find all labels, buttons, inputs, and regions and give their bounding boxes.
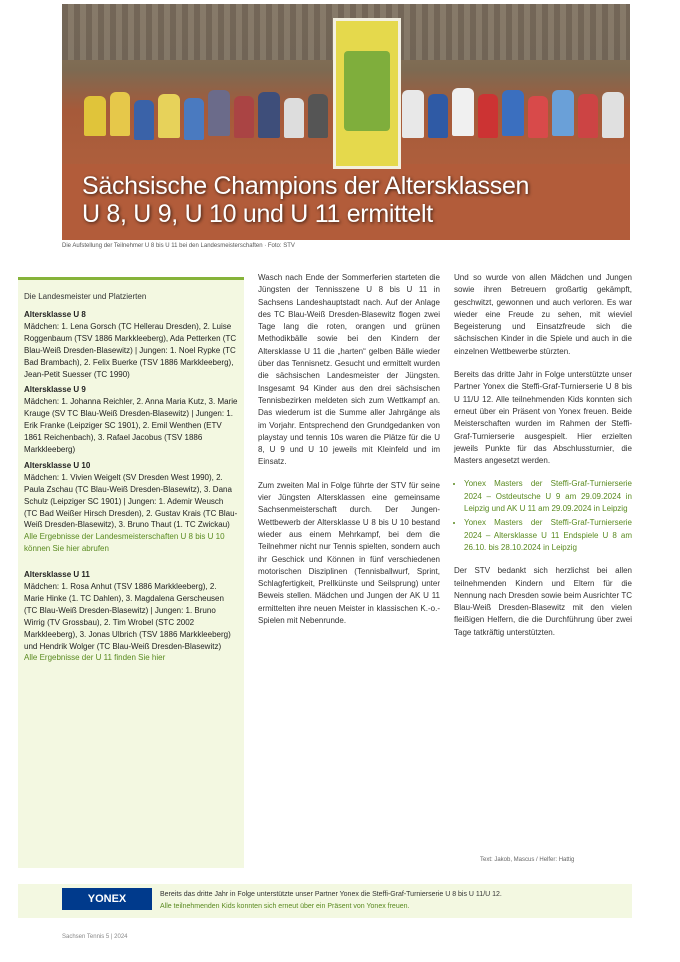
- paragraph: Und so wurde von allen Mädchen und Jungen sowie ihren Betreuern großartig gekämpft, geschwitzt, gewonnen und auch verloren. Es war wieder eine Freude zu sehen, mit wieviel Begeisterung und Einsatzfreude sich die sächsischen Kinder in die Spiele und auch in die einzelnen Wettbewerbe stürzten.: [454, 273, 632, 356]
- header-photo: [62, 4, 630, 240]
- results-section: [18, 382, 244, 457]
- sponsor-text: [160, 889, 630, 913]
- photo-banner: [333, 18, 401, 169]
- section-body: Mädchen: 1. Vivien Weigelt (SV Dresden West 1990), 2. Paula Zschau (TC Blau-Weiß Dresden-Blasewitz), 3. Dana Schulz (Leipziger SC 1901) | Jungen: 1. Ademir Weusch (TC Bad Weißer Hirsch Dresden), 2. Gustav Krais (TC Blau-Weiß Dresden-Blasewitz), 3. Bruno Thaut (1. TC Zwickau): [24, 472, 238, 530]
- masters-list: [454, 478, 632, 554]
- article-column-2: [258, 272, 440, 638]
- section-body: Mädchen: 1. Johanna Reichler, 2. Anna Maria Kutz, 3. Marie Krauge (SV TC Blau-Weiß Dresden-Blasewitz) | Jungen: 1. Erik Franke (Leipziger SC 1901), 2. Emil Wenthen (ETV 1861 Reichenbach), 3. Rafael Jacobus (TSV 1886 Markkleeberg): [24, 397, 238, 454]
- results-section: [18, 567, 244, 666]
- headline-line2: U 8, U 9, U 10 und U 11 ermittelt: [82, 200, 433, 228]
- results-box-title: Die Landesmeister und Platzierten: [24, 292, 147, 301]
- list-item[interactable]: • Yonex Masters der Steffi-Graf-Turnierserie 2024 – Altersklasse U 11 Endspiele U 8 am 26.10. bis 28.10.2024 in Leipzig: [464, 517, 632, 554]
- section-heading: Altersklasse U 10: [24, 460, 91, 470]
- list-item[interactable]: • Yonex Masters der Steffi-Graf-Turnierserie 2024 – Ostdeutsche U 9 am 29.09.2024 in Leipzig und AK U 11 am 29.09.2024 in Leipzig: [464, 478, 632, 515]
- paragraph: Zum zweiten Mal in Folge führte der STV für seine vier Jüngsten Altersklassen eine gemeinsame Sachsenmeisterschaft durch. Der Jungen-Wettbewerb der Altersklasse U 8 bis U 10 bestand wieder aus einem Mehrkampf, bei dem die Teilnehmer nicht nur Tennis spielten, sondern auch ihr Geschick und Können in fünf verschiedenen motorischen Disziplinen (Tennisballwurf, Sprint, Schlagfertigkeit, Prellkünste und Seilsprung) unter Beweis stellen. Mädchen und Jungen der AK U 11 ermittelten ihre neuen Meister in klassischen K.-o.-Spielen mit Nebenrunde.: [258, 480, 440, 626]
- sponsor-line2: Alle teilnehmenden Kids konnten sich erneut über ein Präsent von Yonex freuen.: [160, 903, 410, 910]
- headline-line1: Sächsische Champions der Altersklassen: [82, 172, 530, 200]
- article-column-3: [454, 272, 632, 650]
- photo-caption: Die Aufstellung der Teilnehmer U 8 bis U 11 bei den Landesmeisterschaften · Foto: STV: [62, 243, 295, 249]
- results-section: [18, 458, 244, 557]
- results-link[interactable]: Alle Ergebnisse der U 11 finden Sie hier: [24, 653, 166, 663]
- results-section: [18, 307, 244, 382]
- results-box: [18, 277, 244, 868]
- yonex-logo: YONEX: [62, 888, 152, 910]
- section-body: Mädchen: 1. Lena Gorsch (TC Hellerau Dresden), 2. Luise Roggenbaum (TSV 1886 Markkleeberg), Ada Petterken (TC Blau-Weiß Dresden-Blasewitz) | Jungen: 1. Noel Rypke (TC Bad Brambach), 2. Felix Buerke (TSV 1886 Markkleeberg), Jean-Petit Suesser (TC 1990): [24, 321, 237, 379]
- paragraph: Wasch nach Ende der Sommerferien starteten die Jüngsten der Tennisszene U 8 bis U 11 in Sachsens Landeshauptstadt nach. Auf der Anlage des TC Blau-Weiß Dresden-Blasewitz flogen zwei Tage lang die roten, orangen und grünen Methodikbälle sowie bei den Kindern der Altersklasse U 11 die „harten“ gelben Bälle wieder über das Tennisnetz. Gesucht und ermittelt wurden die sächsischen Landesmeister der Jüngsten. Insgesamt 94 Kinder aus den drei sächsischen Tennisbezirken meldeten sich zum Wettkampf an. Das wiederum ist die Summe aller Jahrgänge als im Vorjahr. Entsprechend den Grundgedanken von playstay und tennis 10s waren die Plätze für die U 8, U 9 und U 10 jeweils mit Kleinfeld und im Einsatz.: [258, 273, 440, 467]
- section-heading: Altersklasse U 8: [24, 310, 86, 319]
- section-heading: Altersklasse U 9: [24, 385, 86, 395]
- author-credit: Text: Jakob, Mascus / Helfer: Hattig: [480, 857, 575, 863]
- section-body: Mädchen: 1. Rosa Anhut (TSV 1886 Markkleeberg), 2. Marie Hinke (1. TC Dahlen), 3. Magdalena Gerscheusen (TC Blau-Weiß Dresden-Blasewitz) | Jungen: 1. Bruno Wirrig (TV Grossbau), 2. Tim Wrobel (STC 2002 Markkleeberg), 3. Jonas Ulbrich (TSV 1886 Markkleeberg) und Hendrik Wolger (TC Blau-Weiß Dresden-Blasewitz): [24, 582, 231, 651]
- headline: [82, 172, 529, 228]
- sponsor-line1: Bereits das dritte Jahr in Folge unterstützte unser Partner Yonex die Steffi-Graf-Turnierserie U 8 bis U 11/U 12.: [160, 891, 502, 898]
- results-link[interactable]: Alle Ergebnisse der Landesmeisterschaften U 8 bis U 10 können Sie hier abrufen: [24, 532, 225, 554]
- paragraph: Der STV bedankt sich herzlichst bei allen teilnehmenden Kindern und Eltern für die Nennung nach Dresden sowie beim Ausrichter TC Blau-Weiß Dresden-Blasewitz mit den vielen fleißigen Helfern, die die Durchführung über zwei Tage tatkräftig unterstützten.: [454, 566, 632, 637]
- paragraph: Bereits das dritte Jahr in Folge unterstützte unser Partner Yonex die Steffi-Graf-Turnierserie U 8 bis U 11/U 12. Alle teilnehmenden Kids konnten sich erneut über ein Präsent von Yonex freuen. Beide Meisterschaften wurden im Rahmen der Steffi-Graf-Turnierserie ausgespielt. Hier erzielten jeweils Punkte für das Abschlussturnier, die Masters angesetzt werden.: [454, 370, 632, 466]
- page-footer: Sachsen Tennis 5 | 2024: [62, 934, 128, 940]
- section-heading: Altersklasse U 11: [24, 570, 90, 580]
